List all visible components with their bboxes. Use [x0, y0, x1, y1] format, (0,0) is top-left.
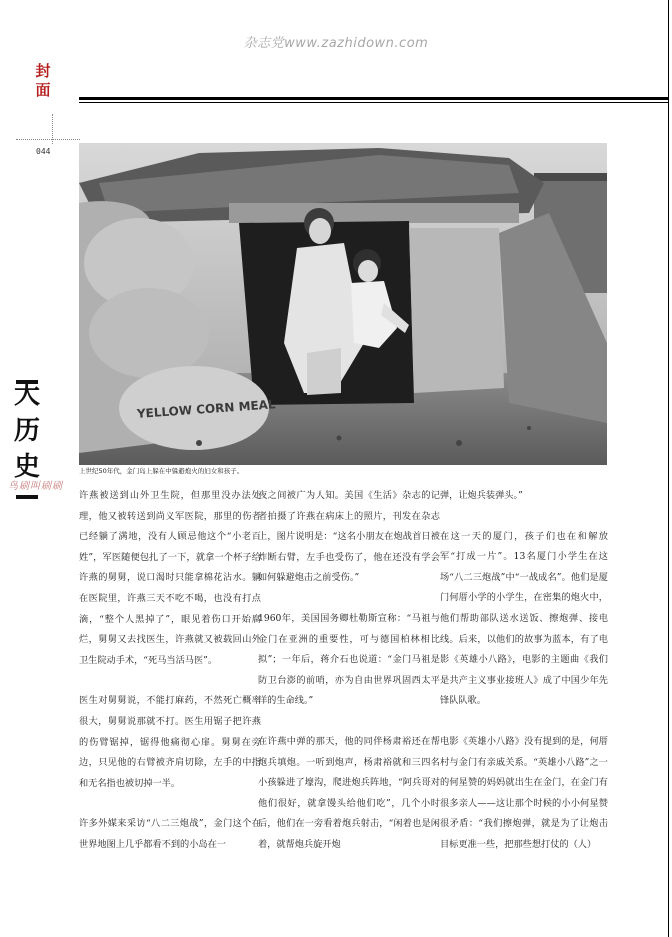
text-column-1: [79, 486, 261, 876]
side-title-char-2: 历: [13, 416, 40, 446]
section-label: [32, 62, 54, 100]
text-column-2: [258, 486, 440, 876]
photo-illustration: [79, 143, 607, 465]
text-column-3: [440, 486, 608, 876]
paragraph: 医生对舅舅说，不能打麻药，不然死亡概率很大，舅舅说那就不打。医生用锯子把许燕的伤臂锯掉，锯得他痛彻心扉。舅舅在旁边，只见他的右臂被齐肩切除，左手的中指和无名指也被切掉一半。: [79, 695, 261, 789]
dotted-horizontal-rule: [16, 139, 80, 140]
paragraph: 在许燕中弹的那天，他的同伴杨肃裕还在帮炮兵填炮。一听到炮声，杨肃裕就和三四名小孩躲进了壕沟，爬进炮兵阵地，“阿兵哥对他们很好，就拿馒头给他们吃”，几个小时后，他们在一旁看着炮兵射击，“闲着也是闲着，就帮炮兵旋开炮: [258, 735, 440, 850]
top-right-divider: [79, 97, 669, 100]
paragraph: 许燕被送到山外卫生院，但那里没办法处理，他又被转送到尚义军医院，那里的伤者已经躺了满地，没有人顾忌他这个“小老百姓”，军医随便包扎了一下，就拿一个杯子给许燕的舅舅，说口渴时只能拿棉花沾水。躺在医院里，许燕三天不吃不喝，也没有打点滴，“整个人黑掉了”，眼见着伤口开始腐烂，舅舅又去找医生，许燕就又被载回山外卫生院动手术，“死马当活马医”。: [79, 490, 261, 666]
side-title-bar-bottom: [16, 495, 38, 499]
side-title-char-3: 史: [13, 452, 40, 482]
paragraph: 夜之间被广为人知。美国《生活》杂志的记者拍摄了许燕在病床上的照片，刊发在杂志上，图片说明是：“这名小朋友在炮战首日被炸断右臂，左手也受伤了，他在还没有学会如何躲避炮击之前受伤。”: [258, 490, 440, 584]
right-border: [668, 0, 669, 937]
section-char-1: 封: [35, 62, 51, 80]
top-thin-divider: [79, 102, 669, 103]
paragraph: 弹，让炮兵装弹头。”: [440, 490, 523, 501]
paragraph: 电影《英雄小八路》没有提到的是，何厝村与金门有亲戚关系。“英雄小八路”之一的何星赞的妈妈就出生在金门，在金门有很多亲人——这让那个时候的小小何星赞很矛盾：“我们擦炮弹，就是为了让炮击目标更准一些，把那些想打仗的（人）: [440, 735, 608, 850]
side-title-char-1: 大: [13, 380, 40, 410]
side-title: [12, 377, 42, 485]
watermark: 杂志党www.zazhidown.com: [243, 36, 429, 51]
sack-label: YELLOW CORN MEAL: [136, 397, 277, 421]
side-stamp: 鸟刷叫刷刷: [8, 481, 63, 492]
page-number: 044: [36, 147, 51, 156]
cover-photo: [79, 143, 607, 465]
section-char-2: 面: [35, 81, 51, 99]
photo-caption: 上世纪50年代，金门岛上躲在中躲避炮火的妇女和孩子。: [79, 467, 244, 475]
paragraph: 1960年，美国国务卿杜勒斯宣称：“马祖与金门在亚洲的重要性，可与德国柏林相比拟”；一年后，蒋介石也说道：“金门马祖是防卫台澎的前哨，亦为自由世界巩固西太平洋的生命线。”: [258, 612, 440, 707]
paragraph: 许多外媒来采访“八二三炮战”，金门这个在世界地图上几乎都看不到的小岛在一: [79, 818, 261, 850]
paragraph: 在这一天的厦门，孩子们也在和解放军“打成一片”。13名厦门小学生在这场“八二三炮战”中“一战成名”。他们是厦门何厝小学的小学生，在密集的炮火中，他们帮助部队送水送饭、擦炮弹、接电线。后来，以他们的故事为蓝本，有了电影《英雄小八路》，电影的主题曲《我们是共产主义事业接班人》成了中国少年先锋队队歌。: [440, 530, 608, 707]
